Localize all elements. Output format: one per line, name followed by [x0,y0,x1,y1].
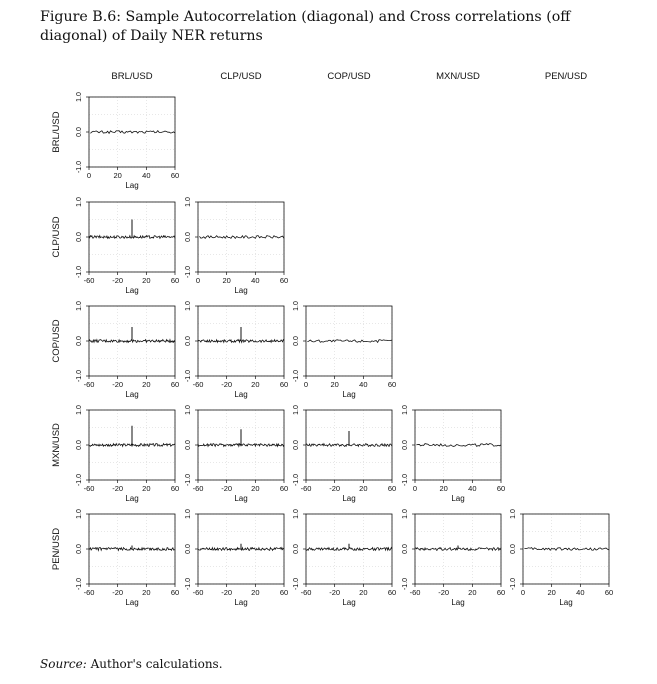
panel-mxn-usd-brl-usd-ytick-label: 0.0 [76,440,83,450]
panel-pen-usd-cop-usd-ytick-label: 1.0 [293,509,300,519]
panel-clp-usd-brl-usd-ytick-label: -1.0 [76,265,83,279]
panel-clp-usd-clp-usd-xtick-label: 40 [251,276,260,285]
panel-mxn-usd-brl-usd-ytick-label: -1.0 [76,473,83,487]
row-label-brl-usd: BRL/USD [51,111,62,153]
panel-pen-usd-cop-usd-ytick-label: -1.0 [293,577,300,591]
panel-cop-usd-clp-usd-ytick-label: 0.0 [185,336,192,346]
panel-pen-usd-mxn-usd-ytick-label: -1.0 [402,577,409,591]
panel-pen-usd-clp-usd-ytick-label: 1.0 [185,509,192,519]
panel-cop-usd-cop-usd-ytick-label: 1.0 [293,301,300,311]
panel-brl-usd-brl-usd-xlabel: Lag [125,181,139,190]
panel-pen-usd-clp-usd-xlabel: Lag [234,598,248,607]
panel-mxn-usd-clp-usd-xtick-label: 60 [279,484,289,493]
panel-mxn-usd-mxn-usd-xlabel: Lag [451,494,465,503]
panel-pen-usd-pen-usd-ytick-label: 1.0 [510,509,517,519]
panel-pen-usd-brl-usd-xtick-label: 60 [170,588,180,597]
panel-clp-usd-brl-usd-xtick-label: 20 [142,276,151,285]
panel-pen-usd-brl-usd-ytick-label: -1.0 [76,577,83,591]
column-header-clp-usd: CLP/USD [220,71,262,82]
panel-pen-usd-mxn-usd-ytick-label: 1.0 [402,509,409,519]
panel-mxn-usd-mxn-usd-xtick-label: 40 [468,484,477,493]
panel-brl-usd-brl-usd-series-line [90,131,175,134]
panel-pen-usd-clp-usd-xtick-label: 60 [279,588,289,597]
panel-mxn-usd-mxn-usd-ytick-label: 1.0 [402,405,409,415]
panel-pen-usd-mxn-usd-xtick-label: 20 [468,588,477,597]
panel-mxn-usd-clp-usd-ytick-label: -1.0 [185,473,192,487]
panel-clp-usd-brl-usd-xtick-label: -60 [83,276,95,285]
panel-brl-usd-brl-usd-xtick-label: 60 [170,171,180,180]
panel-clp-usd-clp-usd-series-line [199,236,284,239]
column-header-cop-usd: COP/USD [327,71,371,82]
panel-mxn-usd-cop-usd-ytick-label: 0.0 [293,440,300,450]
panel-pen-usd-clp-usd-xtick-label: 20 [251,588,260,597]
panel-cop-usd-brl-usd-ytick-label: 1.0 [76,301,83,311]
panel-pen-usd-brl-usd-xtick-label: 20 [142,588,151,597]
panel-cop-usd-clp-usd-xlabel: Lag [234,390,248,399]
panel-pen-usd-brl-usd-xtick-label: -60 [83,588,95,597]
panel-clp-usd-clp-usd-ytick-label: -1.0 [185,265,192,279]
panel-clp-usd-brl-usd-xlabel: Lag [125,286,139,295]
column-header-brl-usd: BRL/USD [111,71,153,82]
panel-cop-usd-clp-usd-xtick-label: -20 [221,380,233,389]
panel-pen-usd-cop-usd-xtick-label: 20 [359,588,368,597]
panel-pen-usd-pen-usd-xtick-label: 0 [520,588,526,597]
panel-mxn-usd-cop-usd-ytick-label: 1.0 [293,405,300,415]
panel-mxn-usd-clp-usd-xtick-label: -20 [221,484,233,493]
panel-clp-usd-clp-usd-frame [198,202,284,272]
panel-mxn-usd-mxn-usd-xtick-label: 60 [496,484,506,493]
panel-mxn-usd-clp-usd-ytick-label: 1.0 [185,405,192,415]
panel-cop-usd-brl-usd-xtick-label: -60 [83,380,95,389]
panel-brl-usd-brl-usd-ytick-label: 1.0 [76,92,83,102]
panel-pen-usd-brl-usd-ytick-label: 1.0 [76,509,83,519]
row-label-mxn-usd: MXN/USD [51,423,62,467]
panel-clp-usd-clp-usd-ytick-label: 0.0 [185,232,192,242]
panel-mxn-usd-cop-usd-xtick-label: 60 [387,484,397,493]
panel-pen-usd-cop-usd-xtick-label: -20 [329,588,341,597]
panel-mxn-usd-mxn-usd-xtick-label: 20 [439,484,448,493]
panel-pen-usd-cop-usd-xtick-label: -60 [300,588,312,597]
panel-cop-usd-brl-usd-xtick-label: -20 [112,380,124,389]
panel-pen-usd-pen-usd-xtick-label: 20 [547,588,556,597]
panel-clp-usd-brl-usd-xtick-label: -20 [112,276,124,285]
panel-pen-usd-pen-usd-xlabel: Lag [559,598,573,607]
panel-pen-usd-brl-usd-xtick-label: -20 [112,588,124,597]
panel-mxn-usd-mxn-usd-series-line [416,444,501,447]
panel-cop-usd-cop-usd-xtick-label: 60 [387,380,397,389]
panel-clp-usd-brl-usd-xtick-label: 60 [170,276,180,285]
panel-cop-usd-cop-usd-xlabel: Lag [342,390,356,399]
panel-pen-usd-clp-usd-xtick-label: -20 [221,588,233,597]
panel-pen-usd-clp-usd-ytick-label: 0.0 [185,544,192,554]
panel-pen-usd-pen-usd-xtick-label: 60 [604,588,614,597]
panel-pen-usd-pen-usd-frame [523,514,609,584]
panel-brl-usd-brl-usd-xtick-label: 0 [86,171,92,180]
row-label-clp-usd: CLP/USD [51,216,62,258]
panel-pen-usd-mxn-usd-xtick-label: -60 [409,588,421,597]
column-header-mxn-usd: MXN/USD [436,71,480,82]
panel-mxn-usd-clp-usd-ytick-label: 0.0 [185,440,192,450]
panel-mxn-usd-clp-usd-xtick-label: 20 [251,484,260,493]
panel-pen-usd-cop-usd-ytick-label: 0.0 [293,544,300,554]
panel-pen-usd-cop-usd-xtick-label: 60 [387,588,397,597]
panel-mxn-usd-cop-usd-xtick-label: -20 [329,484,341,493]
panel-pen-usd-pen-usd-ytick-label: 0.0 [510,544,517,554]
column-header-pen-usd: PEN/USD [544,71,588,82]
panel-mxn-usd-brl-usd-xlabel: Lag [125,494,139,503]
panel-mxn-usd-clp-usd-xlabel: Lag [234,494,248,503]
panel-pen-usd-cop-usd-xlabel: Lag [342,598,356,607]
panel-cop-usd-cop-usd-ytick-label: -1.0 [293,369,300,383]
panel-pen-usd-mxn-usd-ytick-label: 0.0 [402,544,409,554]
panel-cop-usd-cop-usd-xtick-label: 0 [303,380,309,389]
panel-pen-usd-brl-usd-ytick-label: 0.0 [76,544,83,554]
panel-cop-usd-cop-usd-xtick-label: 20 [330,380,339,389]
panel-clp-usd-clp-usd-xtick-label: 60 [279,276,289,285]
panel-pen-usd-mxn-usd-xtick-label: 60 [496,588,506,597]
panel-pen-usd-pen-usd-ytick-label: -1.0 [510,577,517,591]
panel-mxn-usd-cop-usd-xlabel: Lag [342,494,356,503]
panel-cop-usd-brl-usd-xlabel: Lag [125,390,139,399]
figure-source [40,657,223,671]
panel-brl-usd-brl-usd-xtick-label: 40 [142,171,151,180]
panel-clp-usd-clp-usd-xlabel: Lag [234,286,248,295]
panel-mxn-usd-mxn-usd-ytick-label: -1.0 [402,473,409,487]
panel-clp-usd-clp-usd-xtick-label: 20 [222,276,231,285]
source-text: Author's calculations. [86,657,223,671]
panel-mxn-usd-brl-usd-xtick-label: -60 [83,484,95,493]
panel-pen-usd-brl-usd-xlabel: Lag [125,598,139,607]
panel-clp-usd-brl-usd-ytick-label: 0.0 [76,232,83,242]
panel-brl-usd-brl-usd-ytick-label: 0.0 [76,127,83,137]
figure-caption: Figure B.6: Sample Autocorrelation (diagonal) and Cross correlations (off diagonal) of Daily NER returns [40,9,571,44]
panel-mxn-usd-brl-usd-xtick-label: 20 [142,484,151,493]
panel-pen-usd-pen-usd-xtick-label: 40 [576,588,585,597]
panel-mxn-usd-mxn-usd-xtick-label: 0 [412,484,418,493]
panel-mxn-usd-clp-usd-xtick-label: -60 [192,484,204,493]
panel-pen-usd-mxn-usd-xtick-label: -20 [438,588,450,597]
panel-pen-usd-clp-usd-ytick-label: -1.0 [185,577,192,591]
panel-pen-usd-mxn-usd-xlabel: Lag [451,598,465,607]
panel-brl-usd-brl-usd-xtick-label: 20 [113,171,122,180]
row-label-cop-usd: COP/USD [51,319,62,363]
panel-cop-usd-brl-usd-ytick-label: -1.0 [76,369,83,383]
panel-mxn-usd-cop-usd-xtick-label: -60 [300,484,312,493]
panel-cop-usd-clp-usd-ytick-label: 1.0 [185,301,192,311]
panel-pen-usd-clp-usd-xtick-label: -60 [192,588,204,597]
panel-pen-usd-pen-usd-series-line [524,548,609,551]
panel-mxn-usd-mxn-usd-ytick-label: 0.0 [402,440,409,450]
panel-cop-usd-clp-usd-xtick-label: 20 [251,380,260,389]
panel-clp-usd-brl-usd-ytick-label: 1.0 [76,197,83,207]
panel-cop-usd-clp-usd-xtick-label: -60 [192,380,204,389]
panel-cop-usd-cop-usd-series-line [307,340,392,343]
panel-mxn-usd-brl-usd-xtick-label: -20 [112,484,124,493]
panel-cop-usd-clp-usd-xtick-label: 60 [279,380,289,389]
panel-mxn-usd-brl-usd-ytick-label: 1.0 [76,405,83,415]
row-label-pen-usd: PEN/USD [51,527,62,571]
panel-clp-usd-clp-usd-ytick-label: 1.0 [185,197,192,207]
panel-mxn-usd-brl-usd-xtick-label: 60 [170,484,180,493]
panel-brl-usd-brl-usd-ytick-label: -1.0 [76,160,83,174]
panel-cop-usd-cop-usd-xtick-label: 40 [359,380,368,389]
panel-cop-usd-cop-usd-ytick-label: 0.0 [293,336,300,346]
panel-cop-usd-clp-usd-ytick-label: -1.0 [185,369,192,383]
panel-cop-usd-brl-usd-xtick-label: 20 [142,380,151,389]
panel-clp-usd-clp-usd-xtick-label: 0 [195,276,201,285]
panel-mxn-usd-cop-usd-xtick-label: 20 [359,484,368,493]
source-label: Source: [40,657,87,671]
panel-mxn-usd-cop-usd-ytick-label: -1.0 [293,473,300,487]
panel-cop-usd-brl-usd-xtick-label: 60 [170,380,180,389]
panel-cop-usd-brl-usd-ytick-label: 0.0 [76,336,83,346]
